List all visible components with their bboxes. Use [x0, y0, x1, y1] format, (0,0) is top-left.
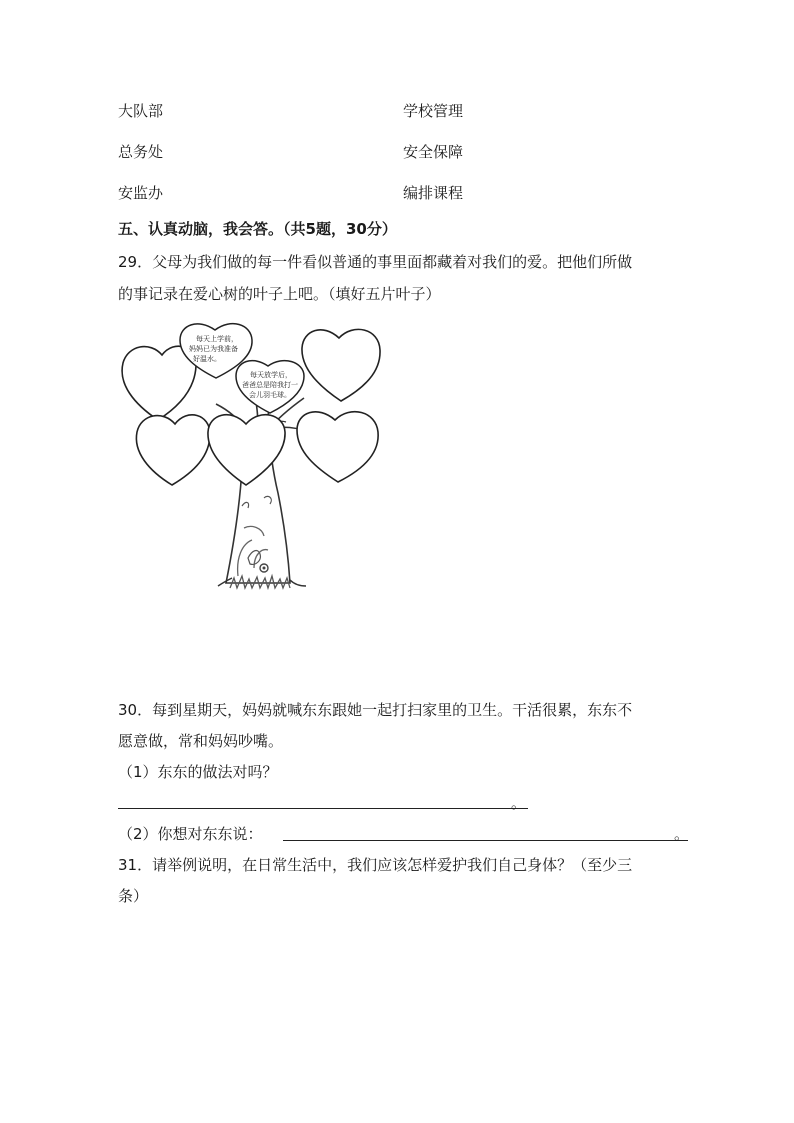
q30-sub-question-2: （2）你想对东东说： [118, 825, 263, 843]
q29-text-line-2: 的事记录在爱心树的叶子上吧。（填好五片叶子） [118, 285, 441, 303]
q30-text-line-2: 愿意做，常和妈妈吵嘴。 [118, 732, 284, 750]
example-1-line-1: 每天上学前， [196, 335, 238, 343]
match-right-item-2: 安全保障 [403, 143, 464, 161]
q31-text-line-2: 条） [118, 887, 149, 905]
q30-sub-question-1: （1）东东的做法对吗？ [118, 763, 278, 781]
heart-leaf-5[interactable] [297, 412, 378, 482]
q30-text-line-1: 30．每到星期天，妈妈就喊东东跟她一起打扫家里的卫生。干活很累，东东不 [118, 701, 633, 719]
q30-answer-1-end: 。 [511, 794, 527, 812]
q30-answer-line-2[interactable] [283, 840, 688, 841]
match-right-item-1: 学校管理 [403, 102, 464, 120]
match-left-item-2: 总务处 [118, 143, 164, 161]
section-5-heading: 五、认真动脑，我会答。（共5题，30分） [118, 220, 397, 238]
heart-leaf-3[interactable] [136, 415, 210, 485]
heart-leaf-1[interactable] [122, 346, 196, 420]
match-left-item-3: 安监办 [118, 184, 164, 202]
q29-text-line-1: 29．父母为我们做的每一件看似普通的事里面都藏着对我们的爱。把他们所做 [118, 253, 633, 271]
heart-leaf-2[interactable] [302, 329, 380, 401]
example-1-line-2: 妈妈已为我准备 [189, 345, 238, 353]
example-2-line-3: 会儿羽毛球。 [249, 391, 291, 399]
example-2-line-2: 爸爸总是陪我打一 [242, 381, 298, 389]
example-1-line-3: 好温水。 [193, 355, 221, 363]
q30-answer-2-end: 。 [674, 825, 690, 843]
q31-text-line-1: 31．请举例说明，在日常生活中，我们应该怎样爱护我们自己身体？（至少三 [118, 856, 633, 874]
love-tree-illustration [118, 318, 386, 596]
q30-answer-line-1[interactable] [118, 808, 528, 809]
match-right-item-3: 编排课程 [403, 184, 464, 202]
match-left-item-1: 大队部 [118, 102, 164, 120]
example-2-line-1: 每天放学后， [250, 371, 292, 379]
